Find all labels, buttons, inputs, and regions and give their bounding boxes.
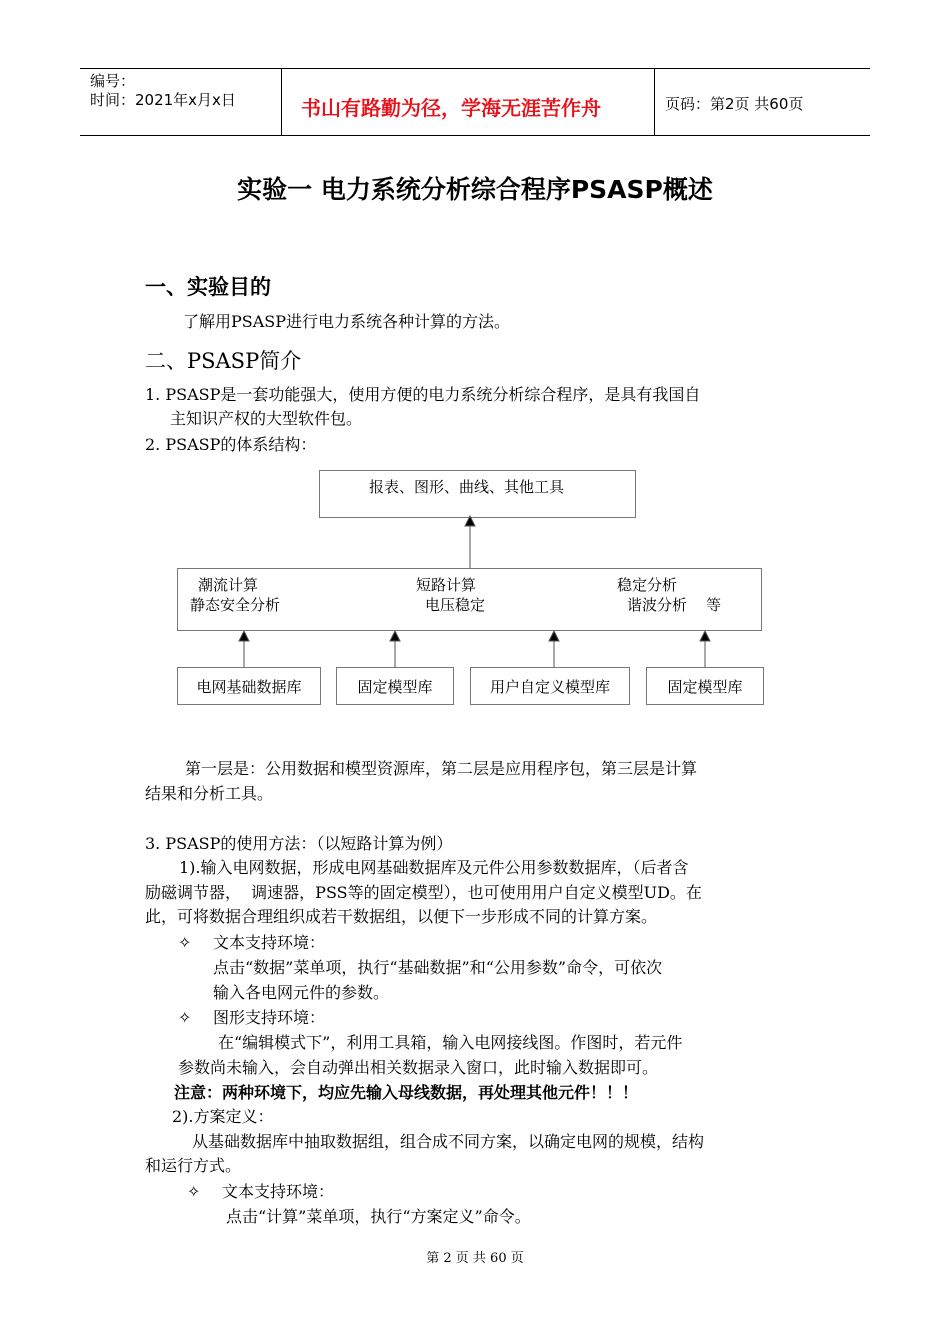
graph-env-line1: 在“编辑模式下”，利用工具箱，输入电网接线图。作图时，若元件 [218, 1033, 683, 1052]
arrow-head-db4 [700, 631, 710, 641]
mid-col1-line1: 潮流计算 [198, 576, 259, 594]
section2-heading: 二、PSASP简介 [145, 349, 302, 373]
header-page-info: 页码：第2页 共60页 [665, 95, 804, 113]
item1-line2: 主知识产权的大型软件包。 [170, 409, 363, 428]
graph-env-line2: 参数尚未输入，会自动弹出相关数据录入窗口，此时输入数据即可。 [178, 1058, 659, 1077]
item1-line1: 1. PSASP是一套功能强大，使用方便的电力系统分析综合程序，是具有我国自 [145, 385, 701, 404]
step2-title: 2).方案定义： [172, 1107, 274, 1126]
step2-line2: 和运行方式。 [145, 1156, 242, 1175]
db-box-user-model: 用户自定义模型库 [470, 667, 630, 705]
page-footer: 第 2 页 共 60 页 [426, 1251, 524, 1266]
layers-line1: 第一层是：公用数据和模型资源库，第二层是应用程序包，第三层是计算 [185, 759, 698, 778]
db-box-grid-base: 电网基础数据库 [177, 667, 321, 705]
item2: 2. PSASP的体系结构： [145, 435, 317, 454]
text-env2-line1: 点击“计算”菜单项，执行“方案定义”命令。 [226, 1207, 531, 1226]
text-env-line2: 输入各电网元件的参数。 [213, 983, 390, 1002]
step1-line2: 励磁调节器， 调速器，PSS等的固定模型），也可使用用户自定义模型UD。在 [145, 883, 702, 902]
note: 注意：两种环境下，均应先输入母线数据，再处理其他元件！！！ [174, 1083, 639, 1102]
section1-heading: 一、实验目的 [145, 275, 271, 299]
text-env2-label: 文本支持环境： [222, 1182, 335, 1201]
mid-col2-line2: 电压稳定 [425, 596, 486, 614]
mid-col2-line1: 短路计算 [416, 576, 477, 594]
header-motto: 书山有路勤为径，学海无涯苦作舟 [301, 96, 601, 120]
arrow-head-db3 [549, 631, 559, 641]
graph-env-label: 图形支持环境： [213, 1008, 326, 1027]
page-title: 实验一 电力系统分析综合程序PSASP概述 [237, 175, 713, 204]
db-box-fixed-model-2: 固定模型库 [646, 667, 764, 705]
mid-col1-line2: 静态安全分析 [190, 596, 281, 614]
arrow-head-top [465, 516, 475, 526]
arrow-head-db1 [239, 631, 249, 641]
layers-line2: 结果和分析工具。 [145, 784, 274, 803]
mid-col3-line2: 谐波分析 等 [627, 596, 722, 614]
step1-line1: 1).输入电网数据，形成电网基础数据库及元件公用参数数据库，（后者含 [179, 858, 689, 877]
db-box-fixed-model-1: 固定模型库 [336, 667, 454, 705]
arrow-head-db2 [390, 631, 400, 641]
text-env-label: 文本支持环境： [213, 933, 326, 952]
bullet-icon: ✧ [178, 1008, 192, 1027]
text-env-line1: 点击“数据”菜单项，执行“基础数据”和“公用参数”命令，可依次 [213, 958, 663, 977]
step2-line1: 从基础数据库中抽取数据组，组合成不同方案，以确定电网的规模，结构 [192, 1132, 705, 1151]
header-number: 编号： [90, 72, 136, 90]
bullet-icon: ✧ [178, 933, 192, 952]
bullet-icon: ✧ [187, 1182, 201, 1201]
mid-col3-line1: 稳定分析 [617, 576, 678, 594]
header-time: 时间：2021年x月x日 [90, 91, 236, 109]
diagram-top-box-label: 报表、图形、曲线、其他工具 [369, 478, 565, 496]
section1-body: 了解用PSASP进行电力系统各种计算的方法。 [183, 312, 511, 331]
item3: 3. PSASP的使用方法：（以短路计算为例） [145, 834, 453, 853]
step1-line3: 此，可将数据合理组织成若干数据组，以便下一步形成不同的计算方案。 [145, 907, 658, 926]
